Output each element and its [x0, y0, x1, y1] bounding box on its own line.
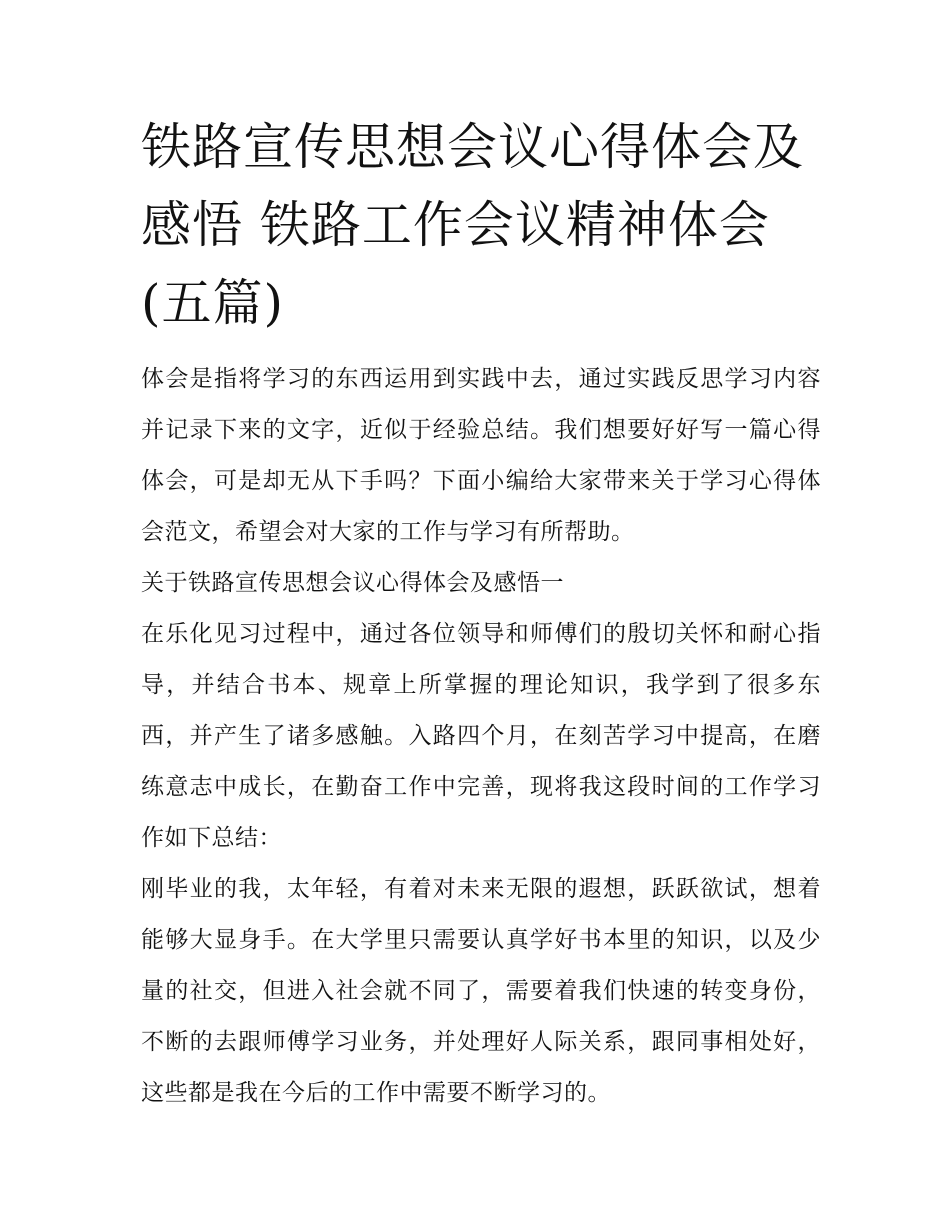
intro-paragraph: 体会是指将学习的东西运用到实践中去，通过实践反思学习内容并记录下来的文字，近似于经验总结。我们想要好好写一篇心得体会，可是却无从下手吗？下面小编给大家带来关于学习心得体会范文，希望会对大家的工作与学习有所帮助。: [141, 366, 821, 545]
document-page: [141, 108, 821, 1119]
body-paragraph-2: 刚毕业的我，太年轻，有着对未来无限的遐想，跃跃欲试，想着能够大显身手。在大学里只需要认真学好书本里的知识，以及少量的社交，但进入社会就不同了，需要着我们快速的转变身份，不断的去跟师傅学习业务，并处理好人际关系，跟同事相处好，这些都是我在今后的工作中需要不断学习的。: [141, 876, 821, 1106]
document-title: 铁路宣传思想会议心得体会及感悟 铁路工作会议精神体会(五篇): [141, 118, 804, 332]
document-body: [141, 354, 821, 1119]
body-paragraph-1: 在乐化见习过程中，通过各位领导和师傅们的殷切关怀和耐心指导，并结合书本、规章上所掌握的理论知识，我学到了很多东西，并产生了诸多感触。入路四个月，在刻苦学习中提高，在磨练意志中成长，在勤奋工作中完善，现将我这段时间的工作学习作如下总结：: [141, 621, 821, 851]
section-heading: 关于铁路宣传思想会议心得体会及感悟一: [141, 570, 564, 596]
